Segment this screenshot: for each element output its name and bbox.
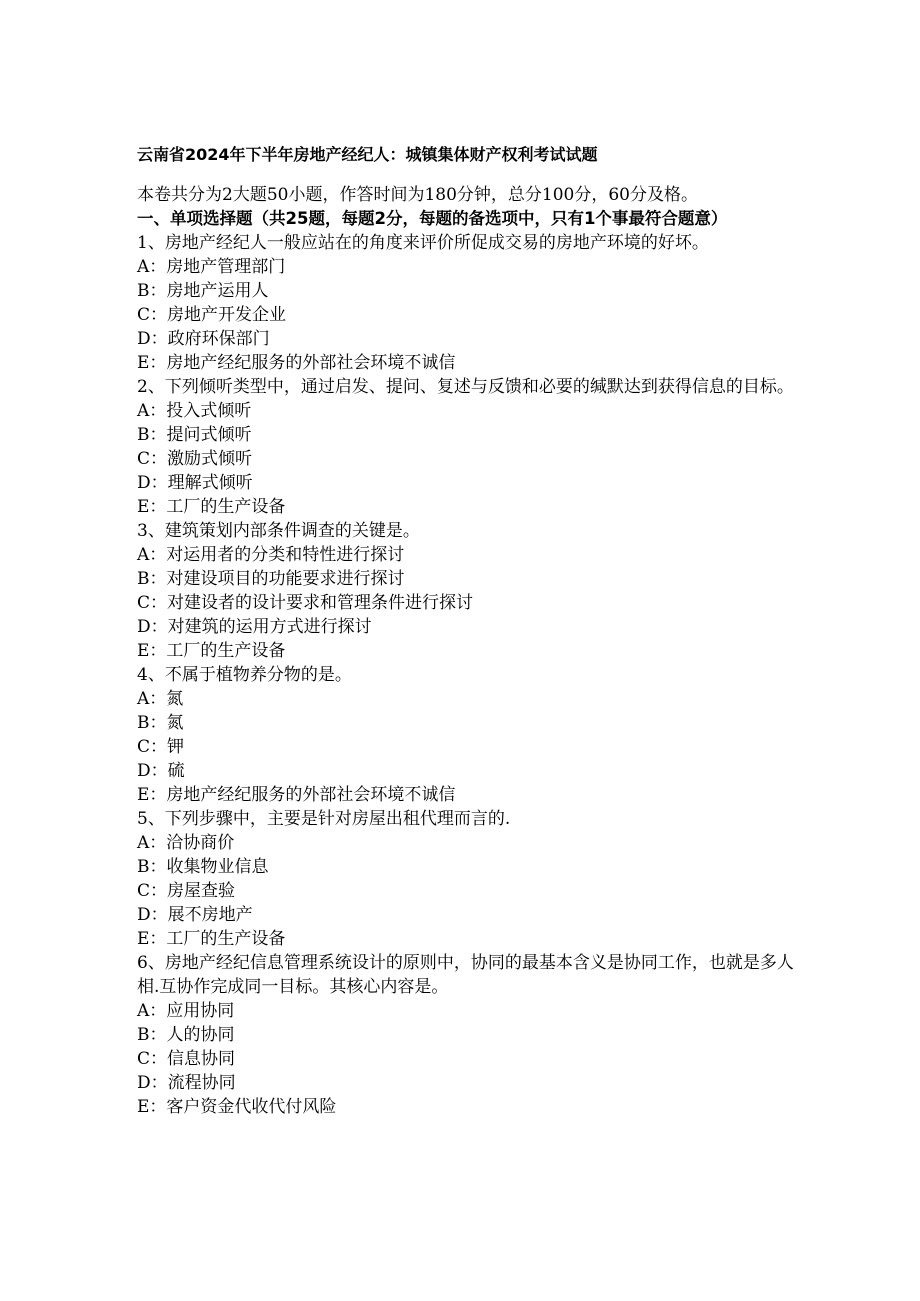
question-stem: 5、下列步骤中，主要是针对房屋出租代理而言的. (137, 809, 511, 829)
question-stem: 1、房地产经纪人一般应站在的角度来评价所促成交易的房地产环境的好坏。 (137, 233, 709, 253)
option-e: E：房地产经纪服务的外部社会环境不诚信 (137, 353, 456, 373)
option-e: E：工厂的生产设备 (137, 641, 286, 661)
document-title: 云南省2024年下半年房地产经纪人：城镇集体财产权利考试试题 (137, 145, 598, 164)
option-b: B：对建设项目的功能要求进行探讨 (137, 569, 405, 589)
option-b: B：提问式倾听 (137, 425, 252, 445)
option-e: E：工厂的生产设备 (137, 497, 286, 517)
question-2 (137, 375, 797, 519)
option-e: E：工厂的生产设备 (137, 929, 286, 949)
option-a: A：洽协商价 (137, 833, 235, 853)
option-d: D：流程协同 (137, 1073, 236, 1093)
option-b: B：氮 (137, 713, 184, 733)
option-a: A：房地产管理部门 (137, 257, 286, 277)
option-c: C：钾 (137, 737, 185, 757)
option-d: D：理解式倾听 (137, 473, 253, 493)
question-1 (137, 231, 797, 375)
option-d: D：政府环保部门 (137, 329, 270, 349)
exam-instructions: 本卷共分为2大题50小题，作答时间为180分钟，总分100分，60分及格。 (137, 185, 698, 205)
option-b: B：收集物业信息 (137, 857, 269, 877)
option-a: A：投入式倾听 (137, 401, 252, 421)
question-stem: 6、房地产经纪信息管理系统设计的原则中，协同的最基本含义是协同工作，也就是多人相.互协作完成同一目标。其核心内容是。 (137, 953, 794, 997)
option-c: C：激励式倾听 (137, 449, 253, 469)
question-stem: 4、不属于植物养分物的是。 (137, 665, 352, 685)
question-4 (137, 663, 797, 807)
option-d: D：硫 (137, 761, 185, 781)
option-c: C：对建设者的设计要求和管理条件进行探讨 (137, 593, 474, 613)
option-e: E：客户资金代收代付风险 (137, 1097, 337, 1117)
option-a: A：氮 (137, 689, 184, 709)
option-d: D：对建筑的运用方式进行探讨 (137, 617, 372, 637)
question-5 (137, 807, 797, 951)
option-b: B：人的协同 (137, 1025, 235, 1045)
option-c: C：房屋查验 (137, 881, 236, 901)
question-6 (137, 951, 797, 1119)
option-d: D：展不房地产 (137, 905, 253, 925)
document-body (137, 143, 797, 1119)
option-b: B：房地产运用人 (137, 281, 269, 301)
question-3 (137, 519, 797, 663)
option-c: C：房地产开发企业 (137, 305, 287, 325)
option-a: A：对运用者的分类和特性进行探讨 (137, 545, 405, 565)
question-stem: 3、建筑策划内部条件调查的关键是。 (137, 521, 420, 541)
section-heading: 一、单项选择题（共25题，每题2分，每题的备选项中，只有1个事最符合题意） (137, 209, 728, 228)
question-stem: 2、下列倾听类型中，通过启发、提问、复述与反馈和必要的缄默达到获得信息的目标。 (137, 377, 794, 397)
option-e: E：房地产经纪服务的外部社会环境不诚信 (137, 785, 456, 805)
option-c: C：信息协同 (137, 1049, 236, 1069)
option-a: A：应用协同 (137, 1001, 235, 1021)
